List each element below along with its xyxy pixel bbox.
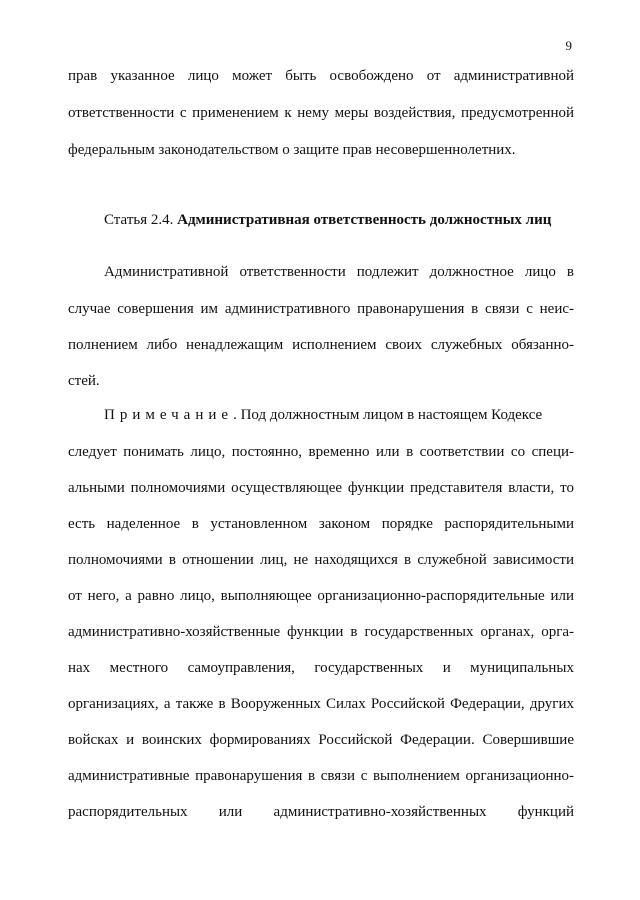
note-line: от него, а равно лицо, выполняющее организационно-распорядительные или bbox=[68, 588, 574, 604]
article-heading bbox=[104, 211, 574, 229]
note-line: войсках и воинских формированиях Российской Федерации. Совершившие bbox=[68, 732, 574, 748]
paragraph-line: Административной ответственности подлежит должностное лицо в bbox=[104, 264, 574, 280]
note-first-line-text: . Под должностным лицом в настоящем Кодексе bbox=[233, 407, 543, 423]
article-title: Административная ответственность должностных лиц bbox=[177, 212, 552, 228]
paragraph-line: стей. bbox=[68, 373, 100, 389]
page-number: 9 bbox=[565, 38, 572, 53]
note-line: административно-хозяйственные функции в государственных органах, орга- bbox=[68, 624, 574, 640]
note-line: организациях, а также в Вооруженных Силах Российской Федерации, других bbox=[68, 696, 574, 712]
note-line: альными полномочиями осуществляющее функции представителя власти, то bbox=[68, 480, 574, 496]
note-line: следует понимать лицо, постоянно, временно или в соответствии со специ- bbox=[68, 444, 574, 460]
note-line: полномочиями в отношении лиц, не находящихся в служебной зависимости bbox=[68, 552, 574, 568]
note-line: есть наделенное в установленном законом порядке распорядительными bbox=[68, 516, 574, 532]
intro-line: прав указанное лицо может быть освобождено от административной bbox=[68, 68, 574, 84]
intro-line: федеральным законодательством о защите прав несовершеннолетних. bbox=[68, 142, 516, 158]
note-first-line bbox=[104, 406, 574, 424]
note-line: административные правонарушения в связи с выполнением организационно- bbox=[68, 768, 574, 784]
note-label: Примечание bbox=[104, 407, 234, 423]
paragraph-line: полнением либо ненадлежащим исполнением своих служебных обязанно- bbox=[68, 337, 574, 353]
note-line: распорядительных или административно-хозяйственных функций bbox=[68, 804, 574, 820]
note-line: нах местного самоуправления, государственных и муниципальных bbox=[68, 660, 574, 676]
article-number: Статья 2.4. bbox=[104, 212, 174, 228]
paragraph-line: случае совершения им административного правонарушения в связи с неис- bbox=[68, 301, 574, 317]
intro-line: ответственности с применением к нему меры воздействия, предусмотренной bbox=[68, 105, 574, 121]
